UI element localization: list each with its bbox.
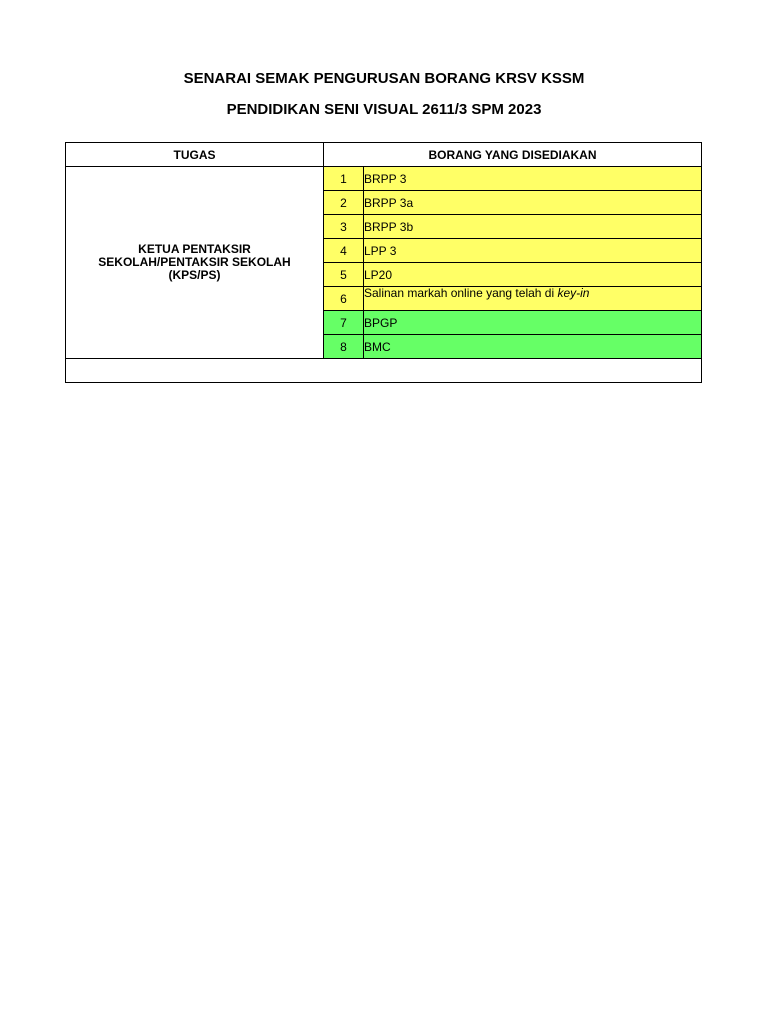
row-number: 7 — [324, 311, 364, 335]
form-name: BRPP 3 — [364, 167, 702, 191]
header-task: TUGAS — [66, 143, 324, 167]
form-name-text: Salinan markah online yang telah di — [364, 286, 558, 300]
task-label-line3: (KPS/PS) — [168, 268, 221, 282]
document-title: SENARAI SEMAK PENGURUSAN BORANG KRSV KSSM — [183, 70, 585, 87]
row-number: 8 — [324, 335, 364, 359]
table-header-row — [66, 143, 702, 167]
form-name: BPGP — [364, 311, 702, 335]
row-number: 1 — [324, 167, 364, 191]
task-label-line2: SEKOLAH/PENTAKSIR SEKOLAH — [98, 255, 291, 269]
table-row — [66, 167, 702, 191]
row-number: 2 — [324, 191, 364, 215]
header-forms: BORANG YANG DISEDIAKAN — [324, 143, 702, 167]
form-name-italic: key-in — [557, 286, 590, 300]
form-name: BMC — [364, 335, 702, 359]
row-number: 3 — [324, 215, 364, 239]
form-name — [364, 287, 702, 311]
task-label-line1: KETUA PENTAKSIR — [138, 242, 251, 256]
table-empty-row — [66, 359, 702, 383]
document-subtitle: PENDIDIKAN SENI VISUAL 2611/3 SPM 2023 — [226, 101, 542, 118]
task-cell — [66, 167, 324, 359]
row-number: 6 — [324, 287, 364, 311]
form-name: LPP 3 — [364, 239, 702, 263]
empty-cell — [66, 359, 702, 383]
form-name: BRPP 3a — [364, 191, 702, 215]
form-name: BRPP 3b — [364, 215, 702, 239]
checklist-table — [65, 142, 702, 383]
row-number: 4 — [324, 239, 364, 263]
row-number: 5 — [324, 263, 364, 287]
form-name: LP20 — [364, 263, 702, 287]
